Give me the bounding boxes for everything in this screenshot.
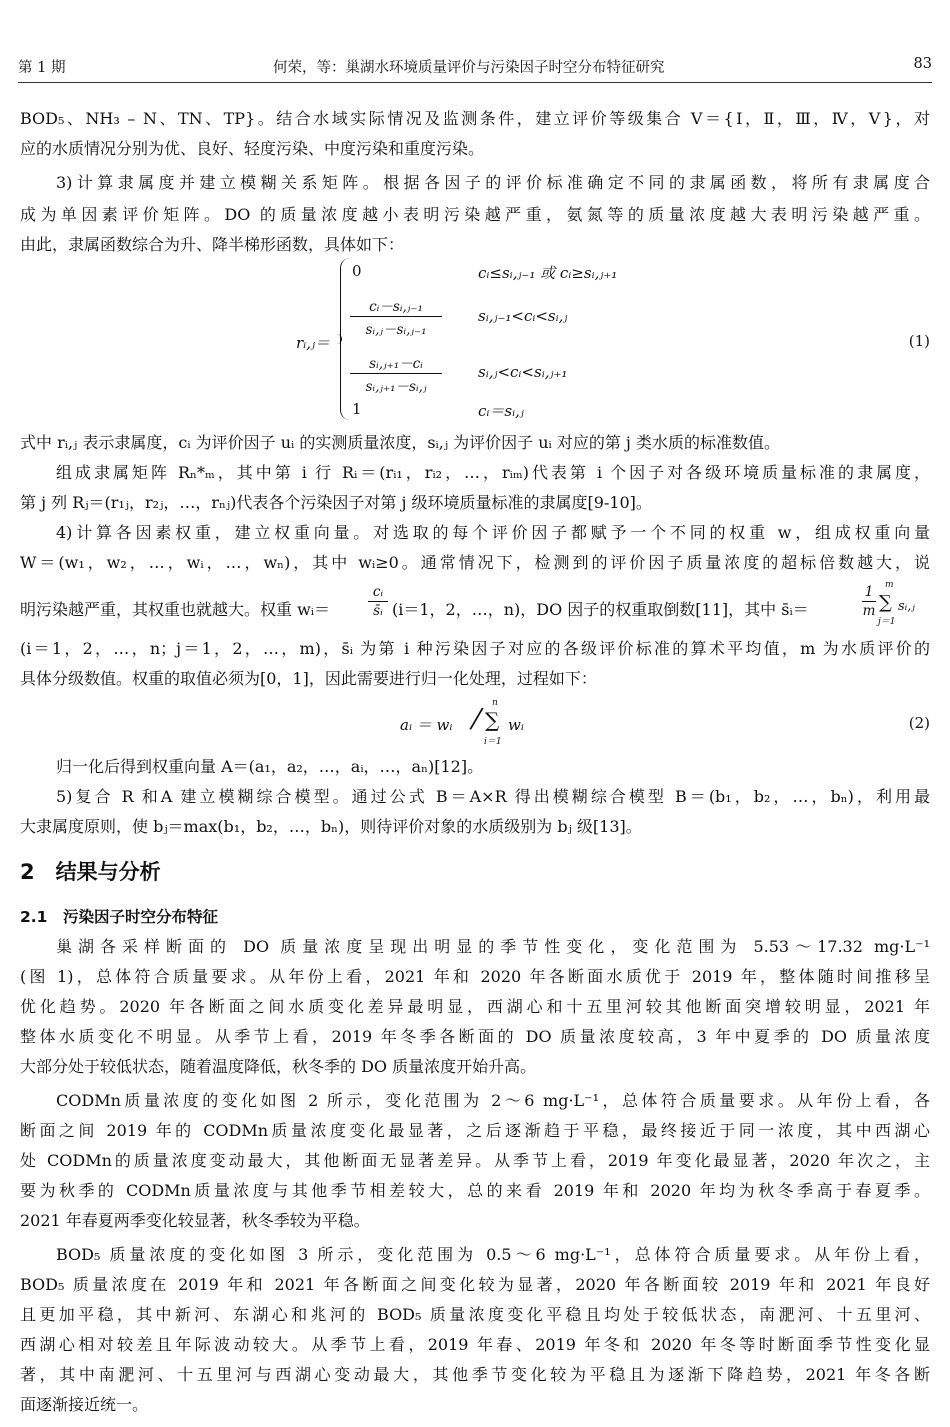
page-number: 83 bbox=[913, 56, 932, 72]
issue-label: 第 1 期 bbox=[18, 60, 66, 76]
weight-fraction bbox=[368, 584, 388, 619]
eq1-case2-cond: sᵢ,ⱼ₋₁<cᵢ<sᵢ,ⱼ bbox=[478, 307, 568, 325]
text-line: 大隶属度原则，使 bⱼ＝max(b₁，b₂，…，bₙ)，则待评价对象的水质级别为 bⱼ 级[13]。 bbox=[20, 817, 642, 836]
text-line: 具体分级数值。权重的取值必须为[0，1]，因此需要进行归一化处理，过程如下： bbox=[20, 669, 597, 688]
text-line: 西湖心相对较差且年际波动较大。从季节上看，2019 年春、2019 年冬和 2020 年冬等时断面季节性变化显 bbox=[20, 1335, 930, 1354]
mean-frac-den: m bbox=[862, 603, 876, 619]
eq2-number: (2) bbox=[908, 714, 930, 732]
weight-text-2: (i＝1，2，…，n)，DO 因子的权重取倒数[11]，其中 s̄ᵢ＝ bbox=[392, 600, 809, 619]
mean-sum-sign: ∑ bbox=[879, 592, 892, 613]
text-line: (图 1)，总体符合质量要求。从年份上看，2021 年和 2020 年各断面水质优于 2019 年，整体随时间推移呈 bbox=[20, 967, 930, 986]
text-line: 5)复合 R 和A 建立模糊综合模型。通过公式 B＝A×R 得出模糊综合模型 B＝(b₁，b₂，…，bₙ)，利用最 bbox=[56, 787, 930, 806]
text-line: 要为秋季的 CODMn质量浓度与其他季节相差较大，总的来看 2019 年和 2020 年均为秋冬季高于春夏季。 bbox=[20, 1181, 930, 1200]
text-line: 优化趋势。2020 年各断面之间水质变化差异最明显，西湖心和十五里河较其他断面突增较明显，2021 年 bbox=[20, 997, 930, 1016]
eq2-slash: / bbox=[467, 704, 485, 734]
header-rule bbox=[18, 82, 932, 83]
text-line: 组成隶属矩阵 Rₙ*ₘ，其中第 i 行 Rᵢ＝(rᵢ₁，rᵢ₂，…，rᵢₘ)代表第 i 个因子对各级环境质量标准的隶属度， bbox=[56, 463, 930, 482]
eq1-case1-cond: cᵢ≤sᵢ,ⱼ₋₁ 或 cᵢ≥sᵢ,ⱼ₊₁ bbox=[478, 264, 618, 282]
weight-text-1: 明污染越严重，其权重也就越大。权重 wᵢ＝ bbox=[20, 600, 331, 619]
running-title: 何荣，等：巢湖水环境质量评价与污染因子时空分布特征研究 bbox=[273, 60, 665, 76]
text-line: 大部分处于较低状态，随着温度降低，秋冬季的 DO 质量浓度开始升高。 bbox=[20, 1057, 537, 1076]
text-line: 4)计算各因素权重，建立权重向量。对选取的每个评价因子都赋予一个不同的权重 w，组成权重向量 bbox=[56, 523, 930, 542]
text-line: BOD₅、NH₃ – N、TN、TP}。结合水域实际情况及监测条件，建立评价等级集合 V＝{Ⅰ，Ⅱ，Ⅲ，Ⅳ，Ⅴ}，对 bbox=[20, 109, 930, 128]
text-line: 式中 rᵢ,ⱼ 表示隶属度，cᵢ 为评价因子 uᵢ 的实测质量浓度，sᵢ,ⱼ 为评价因子 uᵢ 对应的第 j 类水质的标准数值。 bbox=[20, 433, 780, 452]
text-line: 且更加平稳，其中新河、东湖心和兆河的 BOD₅ 质量浓度变化平稳且均处于较低状态，南淝河、十五里河、 bbox=[20, 1305, 930, 1324]
mean-sum-term: sᵢ,ⱼ bbox=[898, 599, 915, 614]
mean-frac-num: 1 bbox=[862, 584, 876, 602]
eq1-case2-fraction bbox=[350, 295, 442, 338]
text-line: 面逐渐接近统一。 bbox=[20, 1395, 149, 1414]
text-line: 处 CODMn的质量浓度变动最大，其他断面无显著差异。从季节上看，2019 年变化最显著，2020 年次之，主 bbox=[20, 1151, 930, 1170]
text-line: 断面之间 2019 年的 CODMn质量浓度变化最显著，之后逐渐趋于平稳，最终接近于同一浓度，其中西湖心 bbox=[20, 1121, 930, 1140]
eq1-case2-den: sᵢ,ⱼ－sᵢ,ⱼ₋₁ bbox=[365, 322, 427, 338]
mean-fraction bbox=[862, 584, 876, 619]
text-line: CODMn质量浓度的变化如图 2 所示，变化范围为 2～6 mg·L⁻¹，总体符合质量要求。从年份上看，各 bbox=[56, 1091, 930, 1110]
eq2-sum-top: n bbox=[492, 698, 498, 708]
eq1-case4-cond: cᵢ＝sᵢ,ⱼ bbox=[478, 402, 524, 420]
weight-frac-den: s̄ᵢ bbox=[373, 603, 383, 619]
text-line: 由此，隶属函数综合为升、降半梯形函数，具体如下： bbox=[20, 235, 405, 254]
eq2-term: wᵢ bbox=[508, 716, 524, 734]
text-line: 应的水质情况分别为优、良好、轻度污染、中度污染和重度污染。 bbox=[20, 139, 485, 158]
mean-sum-bot: j＝1 bbox=[878, 617, 896, 627]
text-line: (i＝1，2，…，n；j＝1，2，…，m)，s̄ᵢ 为第 i 种污染因子对应的各级评价标准的算术平均值，m 为水质评价的 bbox=[20, 639, 930, 658]
text-line: 3)计算隶属度并建立模糊关系矩阵。根据各因子的评价标准确定不同的隶属函数，将所有隶属度合 bbox=[56, 173, 930, 192]
eq1-number: (1) bbox=[908, 332, 930, 350]
eq1-case3-num: sᵢ,ⱼ₊₁－cᵢ bbox=[350, 352, 442, 374]
eq1-lhs: rᵢ,ⱼ＝ bbox=[296, 334, 330, 352]
running-header bbox=[18, 56, 932, 78]
section-2-heading: 2 结果与分析 bbox=[20, 860, 161, 884]
text-line: 成为单因素评价矩阵。DO 的质量浓度越小表明污染越严重，氨氮等的质量浓度越大表明污染越严重。 bbox=[20, 205, 930, 224]
eq2-lhs: aᵢ ＝ wᵢ bbox=[400, 716, 453, 734]
eq1-case2-num: cᵢ－sᵢ,ⱼ₋₁ bbox=[350, 295, 442, 317]
eq2-sum-bot: i＝1 bbox=[484, 737, 502, 747]
section-2-1-heading: 2.1 污染因子时空分布特征 bbox=[20, 908, 218, 926]
eq1-case3-fraction bbox=[350, 352, 442, 395]
eq1-case3-den: sᵢ,ⱼ₊₁－sᵢ,ⱼ bbox=[365, 379, 427, 395]
eq2-sum-sign: ∑ bbox=[485, 708, 500, 732]
mean-sum-top: m bbox=[885, 580, 894, 590]
weight-frac-num: cᵢ bbox=[368, 584, 388, 602]
text-line: W＝(w₁，w₂，…，wᵢ，…，wₙ)，其中 wᵢ≥0。通常情况下，检测到的评价因子质量浓度的超标倍数越大，说 bbox=[20, 553, 930, 572]
eq1-case1-value: 0 bbox=[352, 262, 362, 280]
text-line: BOD₅ 质量浓度在 2019 年和 2021 年各断面之间变化较为显著，2020 年各断面较 2019 年和 2021 年良好 bbox=[20, 1275, 930, 1294]
eq1-case3-cond: sᵢ,ⱼ<cᵢ<sᵢ,ⱼ₊₁ bbox=[478, 363, 568, 381]
text-line: 整体水质变化不明显。从季节上看，2019 年冬季各断面的 DO 质量浓度较高，3 年中夏季的 DO 质量浓度 bbox=[20, 1027, 930, 1046]
text-line: 归一化后得到权重向量 A＝(a₁，a₂，…，aᵢ，…，aₙ)[12]。 bbox=[56, 757, 484, 776]
text-line: 著，其中南淝河、十五里河与西湖心变动最大，其他季节变化较为平稳且为逐渐下降趋势，2021 年冬各断 bbox=[20, 1365, 930, 1384]
eq1-case4-value: 1 bbox=[352, 400, 362, 418]
text-line: BOD₅ 质量浓度的变化如图 3 所示，变化范围为 0.5～6 mg·L⁻¹，总体符合质量要求。从年份上看， bbox=[56, 1245, 930, 1264]
text-line: 第 j 列 Rⱼ＝(r₁ⱼ，r₂ⱼ，…，rₙⱼ)代表各个污染因子对第 j 级环境质量标准的隶属度[9-10]。 bbox=[20, 493, 652, 512]
text-line: 2021 年春夏两季变化较显著，秋冬季较为平稳。 bbox=[20, 1211, 370, 1230]
text-line: 巢湖各采样断面的 DO 质量浓度呈现出明显的季节性变化，变化范围为 5.53～17.32 mg·L⁻¹ bbox=[56, 937, 930, 956]
